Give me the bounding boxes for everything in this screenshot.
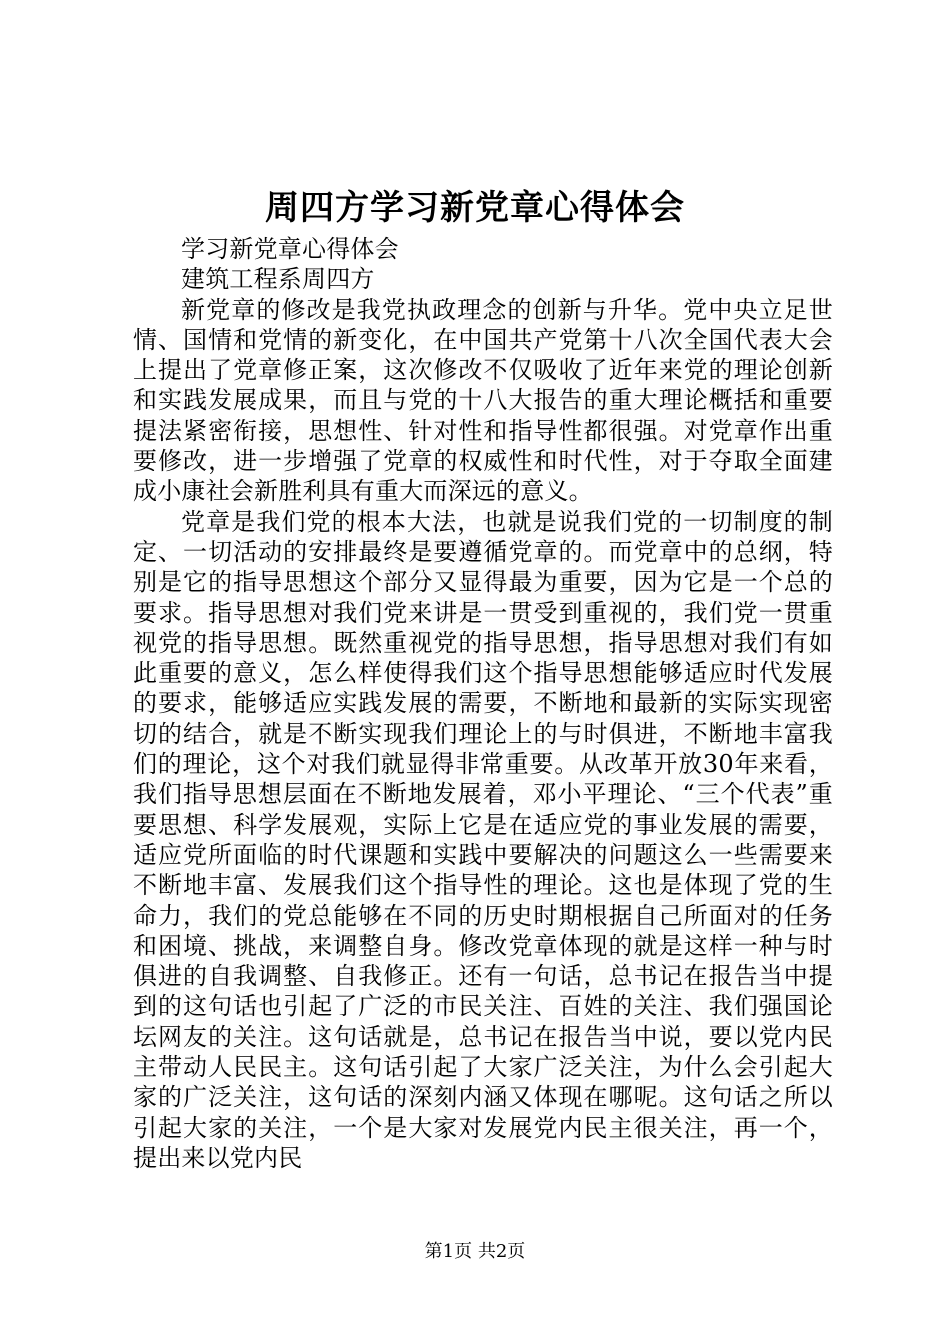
page-footer: 第1页 共2页: [424, 1241, 526, 1262]
author-line: 建筑工程系周四方: [181, 265, 375, 294]
paragraph-1: 新党章的修改是我党执政理念的创新与升华。党中央立足世情、国情和党情的新变化，在中国共产党第十八次全国代表大会上提出了党章修正案，这次修改不仅吸收了近年来党的理论创新和实践发展成果，而且与党的十八大报告的重大理论概括和重要提法紧密衔接，思想性、针对性和指导性都很强。对党章作出重要修改，进一步增强了党章的权威性和时代性，对于夺取全面建成小康社会新胜利具有重大而深远的意义。: [133, 295, 833, 506]
paragraph-2: 党章是我们党的根本大法，也就是说我们党的一切制度的制定、一切活动的安排最终是要遵循党章的。而党章中的总纲，特别是它的指导思想这个部分又显得最为重要，因为它是一个总的要求。指导思想对我们党来讲是一贯受到重视的，我们党一贯重视党的指导思想。既然重视党的指导思想，指导思想对我们有如此重要的意义，怎么样使得我们这个指导思想能够适应时代发展的要求，能够适应实践发展的需要，不断地和最新的实际实现密切的结合，就是不断实现我们理论上的与时俱进，不断地丰富我们的理论，这个对我们就显得非常重要。从改革开放30年来看，我们指导思想层面在不断地发展着，邓小平理论、“三个代表”重要思想、科学发展观，实际上它是在适应党的事业发展的需要，适应党所面临的时代课题和实践中要解决的问题这么一些需要来不断地丰富、发展我们这个指导性的理论。这也是体现了党的生命力，我们的党总能够在不同的历史时期根据自己所面对的任务和困境、挑战，来调整自身。修改党章体现的就是这样一种与时俱进的自我调整、自我修正。还有一句话，总书记在报告当中提到的这句话也引起了广泛的市民关注、百姓的关注、我们强国论坛网友的关注。这句话就是，总书记在报告当中说，要以党内民主带动人民民主。这句话引起了大家广泛关注，为什么会引起大家的广泛关注，这句话的深刻内涵又体现在哪呢。这句话之所以引起大家的关注，一个是大家对发展党内民主很关注，再一个，提出来以党内民: [133, 507, 833, 1172]
document-title: 周四方学习新党章心得体会: [265, 188, 685, 228]
subtitle-line: 学习新党章心得体会: [181, 235, 399, 263]
document-body: [133, 234, 833, 1173]
